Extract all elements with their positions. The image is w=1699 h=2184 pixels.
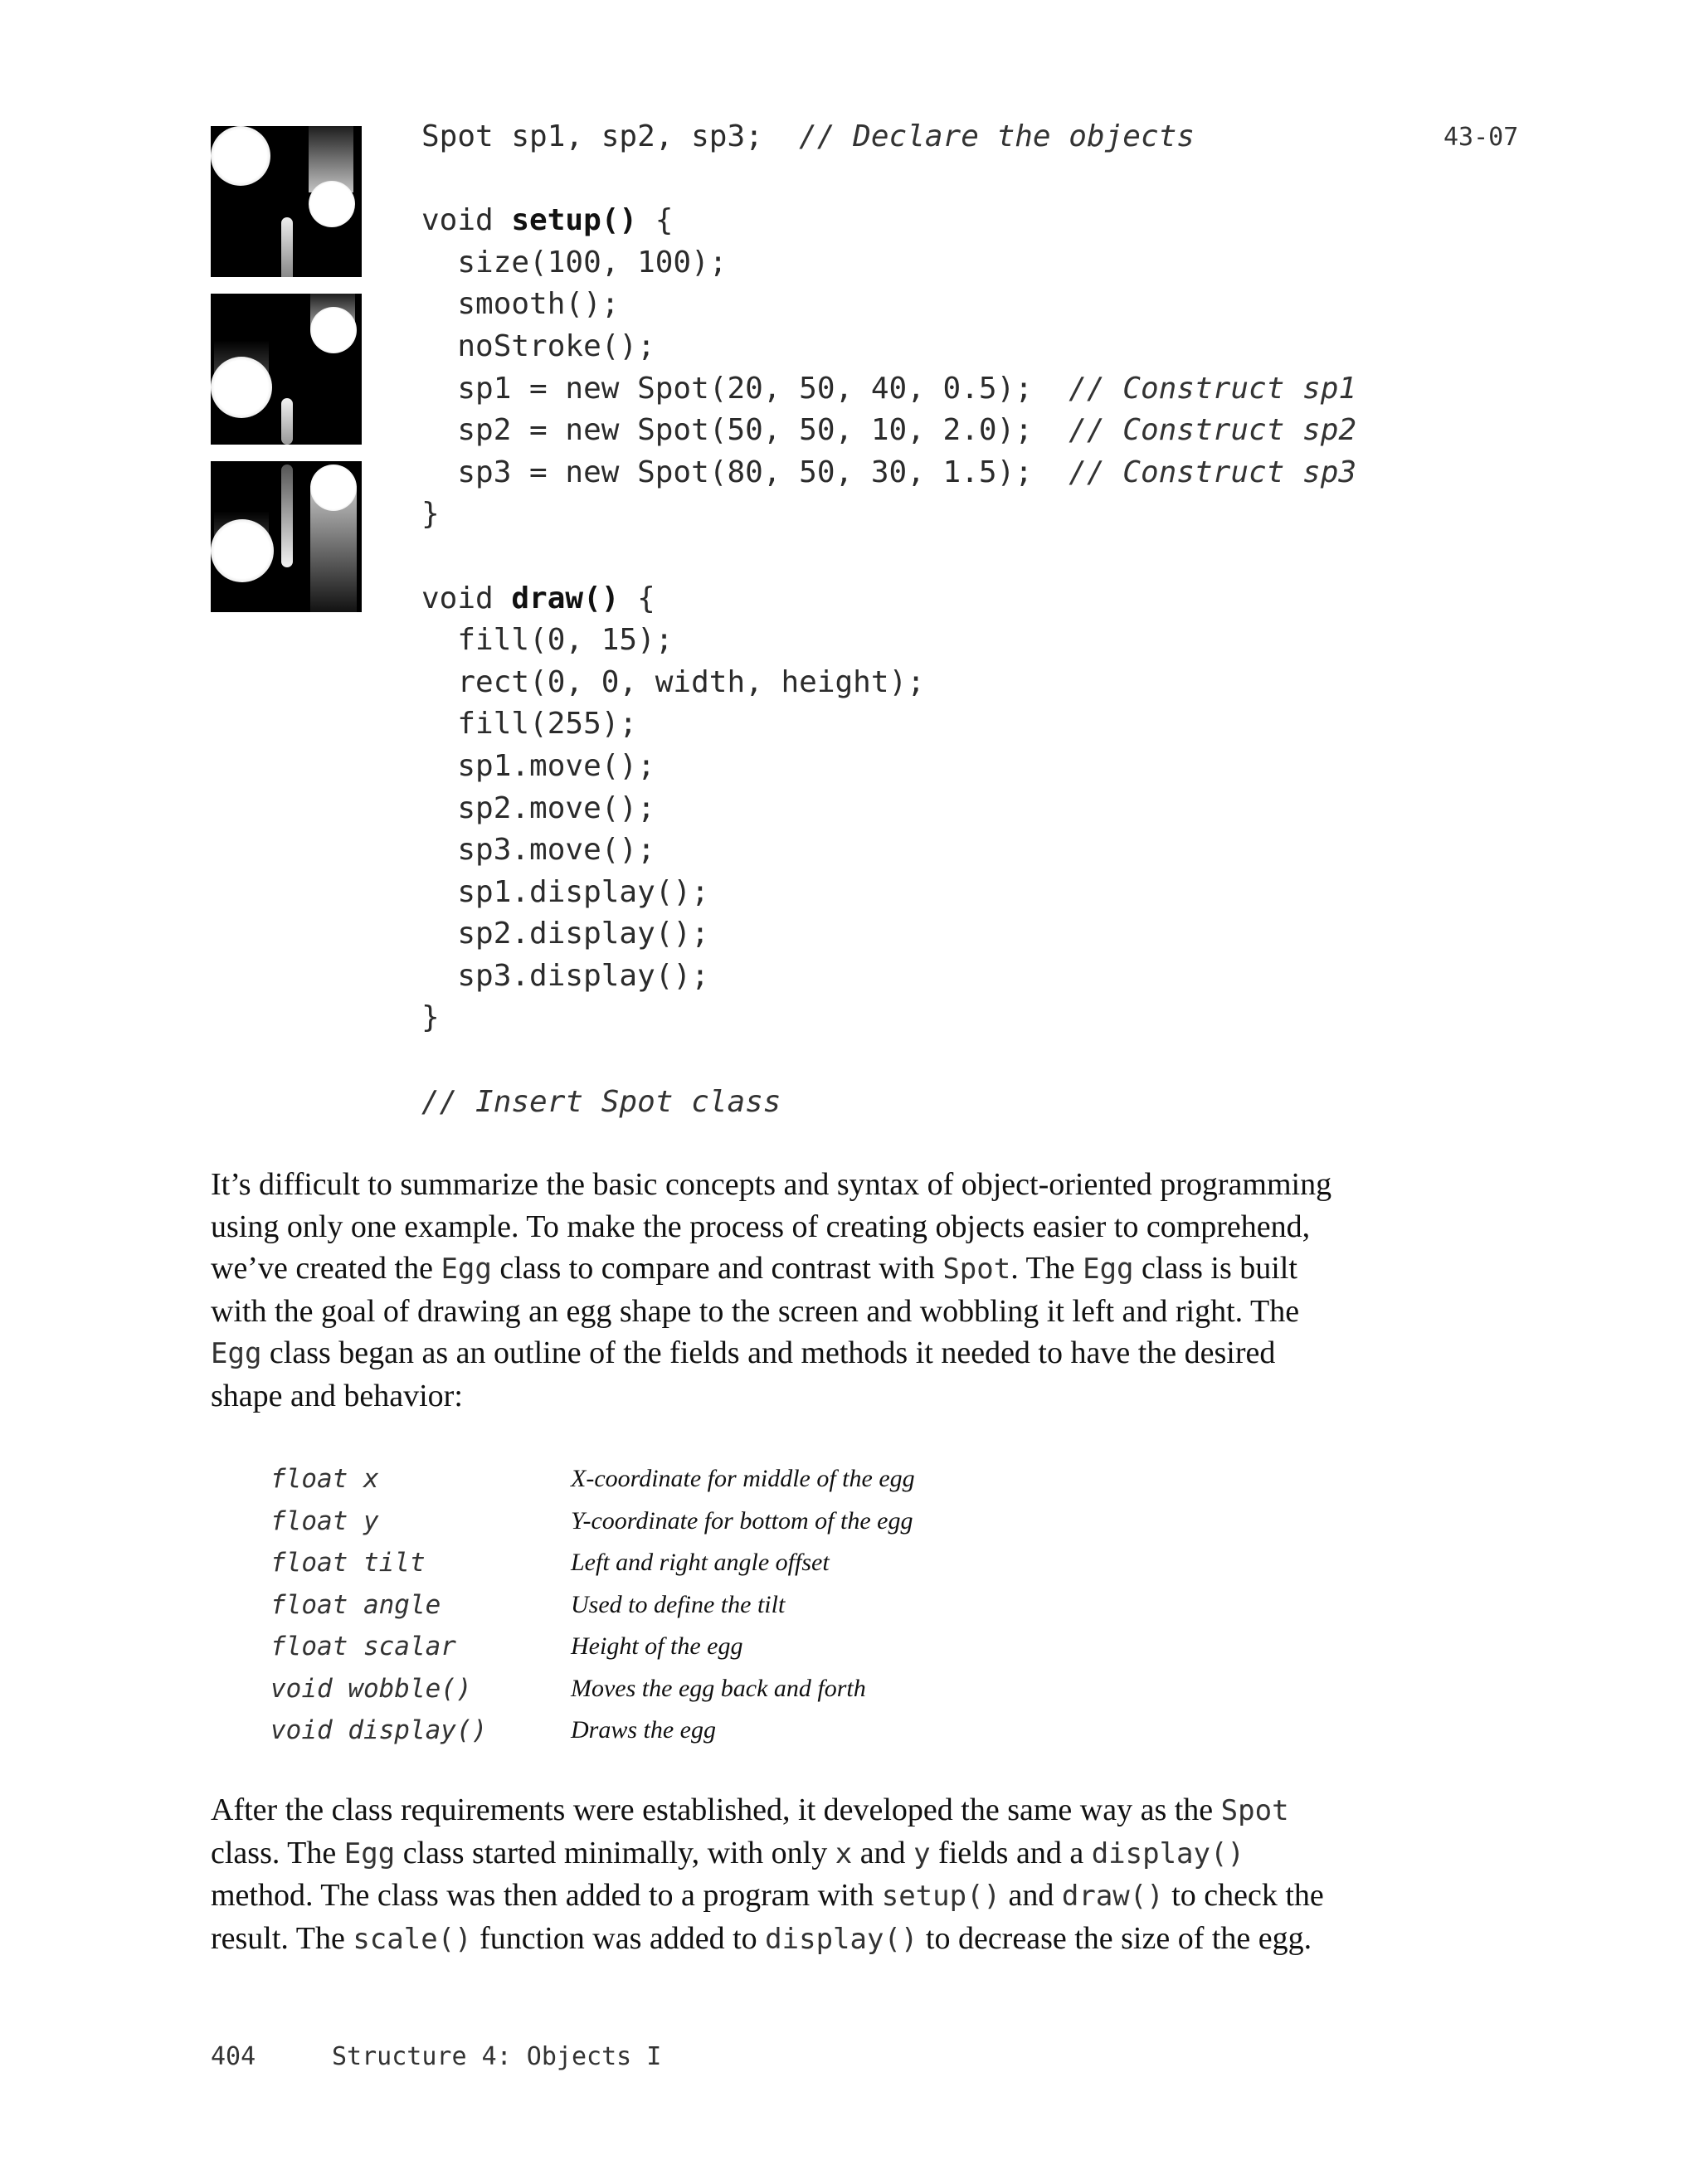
intro-paragraph (211, 1164, 1455, 1417)
paragraph-text: class to compare and contrast with (491, 1251, 943, 1286)
example-frame-1 (211, 126, 362, 277)
code-text: sp2.move(); (421, 790, 655, 825)
code-text: fill(255); (421, 707, 638, 742)
code-text: } (421, 1000, 440, 1035)
field-declaration: float x (270, 1464, 379, 1494)
field-description: X-coordinate for middle of the egg (571, 1465, 915, 1492)
egg-field-table (270, 1458, 1100, 1752)
spot-medium (310, 307, 357, 353)
paragraph-text: It’s difficult to summarize the basic concepts and syntax of object-oriented programming (211, 1167, 1332, 1202)
spot-large-trail (212, 151, 267, 168)
field-declaration: float scalar (270, 1632, 456, 1661)
paragraph-text: to decrease the size of the egg. (918, 1920, 1312, 1956)
code-line (421, 620, 1356, 662)
field-declaration: float tilt (270, 1548, 426, 1578)
code-comment: // Insert Spot class (421, 1084, 781, 1119)
field-description: Left and right angle offset (571, 1549, 830, 1576)
field-declaration: void wobble() (270, 1673, 472, 1704)
field-declaration: float angle (270, 1589, 441, 1620)
code-line (421, 536, 1356, 578)
code-listing (421, 116, 1356, 1123)
code-function-name: draw() (511, 581, 620, 615)
field-description: Draws the egg (571, 1716, 716, 1744)
inline-code: Egg (1083, 1253, 1134, 1286)
field-row (270, 1626, 1100, 1668)
paragraph-text: result. The (211, 1920, 353, 1956)
paragraph-text: After the class requirements were established, it developed the same way as the (211, 1792, 1221, 1827)
code-line (421, 872, 1356, 914)
code-text: sp1.move(); (421, 748, 655, 783)
page-identifier: 43-07 (1443, 123, 1519, 152)
paragraph-text: shape and behavior: (211, 1378, 463, 1413)
spot-medium (309, 181, 355, 227)
code-comment: // Construct sp3 (1069, 455, 1357, 489)
code-text: noStroke(); (421, 328, 655, 363)
code-text: sp1.display(); (421, 874, 709, 909)
paragraph-text: to check the (1163, 1878, 1324, 1913)
field-description: Height of the egg (571, 1632, 743, 1660)
code-line (421, 284, 1356, 326)
code-line (421, 116, 1356, 158)
field-description: Y-coordinate for bottom of the egg (571, 1506, 913, 1535)
spot-large (211, 519, 274, 582)
paragraph-text: class started minimally, with only (395, 1835, 835, 1870)
code-comment: // Declare the objects (799, 119, 1195, 153)
code-line (421, 326, 1356, 368)
inline-code: setup() (881, 1880, 1001, 1913)
inline-code: display() (765, 1922, 918, 1956)
code-text: sp2 = new Spot(50, 50, 10, 2.0); (421, 413, 1069, 448)
code-text: sp2.display(); (421, 917, 709, 951)
code-text: rect(0, 0, width, height); (421, 664, 925, 699)
paragraph-text: class is built (1133, 1251, 1297, 1286)
spot-large (211, 357, 272, 418)
inline-code: Spot (942, 1253, 1011, 1286)
code-text: Spot sp1, sp2, sp3; (421, 119, 800, 153)
inline-code: Spot (1220, 1794, 1289, 1827)
section-title: Structure 4: Objects I (332, 2042, 662, 2071)
code-line (421, 788, 1356, 830)
spot-small-trail (281, 217, 293, 277)
paragraph-text: . The (1010, 1251, 1083, 1286)
code-text: sp1 = new Spot(20, 50, 40, 0.5); (421, 371, 1069, 406)
field-declaration: float y (270, 1505, 379, 1536)
code-text: sp3.display(); (421, 958, 709, 993)
code-text: smooth(); (421, 287, 620, 322)
field-declaration: void display() (270, 1715, 488, 1745)
field-row (270, 1501, 1100, 1543)
paragraph-text: function was added to (471, 1920, 766, 1956)
inline-code: scale() (353, 1922, 472, 1956)
code-function-name: setup() (511, 203, 638, 238)
code-line (421, 494, 1356, 536)
code-line (421, 578, 1356, 620)
code-line (421, 452, 1356, 494)
code-text: size(100, 100); (421, 245, 728, 280)
paragraph-text: class. The (211, 1835, 344, 1870)
code-line (421, 746, 1356, 788)
code-line (421, 997, 1356, 1039)
code-text: void (421, 203, 512, 238)
inline-code: display() (1091, 1836, 1244, 1870)
field-row (270, 1668, 1100, 1710)
example-frame-3 (211, 461, 362, 612)
code-line (421, 410, 1356, 452)
code-line (421, 200, 1356, 242)
spot-small-trail (281, 398, 293, 445)
field-description: Moves the egg back and forth (571, 1674, 866, 1702)
spot-medium (310, 465, 357, 511)
paragraph-text: fields and a (930, 1835, 1092, 1870)
development-paragraph (211, 1789, 1455, 1960)
inline-code: Egg (343, 1836, 396, 1870)
code-line (421, 242, 1356, 285)
spot-small-trail (281, 465, 293, 567)
page-number: 404 (211, 2042, 256, 2071)
code-text: sp3.move(); (421, 833, 655, 868)
field-row (270, 1710, 1100, 1752)
paragraph-text: with the goal of drawing an egg shape to the screen and wobbling it left and right. The (211, 1293, 1300, 1329)
code-line (421, 829, 1356, 872)
example-frame-2 (211, 294, 362, 445)
paragraph-text: and (1000, 1878, 1062, 1913)
code-line (421, 1039, 1356, 1082)
code-comment: // Construct sp1 (1069, 371, 1357, 406)
inline-code: Egg (441, 1253, 492, 1286)
code-text: sp3 = new Spot(80, 50, 30, 1.5); (421, 455, 1069, 489)
code-text: { (637, 203, 674, 238)
inline-code: x (835, 1836, 853, 1870)
code-line (421, 703, 1356, 746)
code-line (421, 956, 1356, 998)
code-line (421, 158, 1356, 201)
code-line (421, 368, 1356, 411)
field-row (270, 1584, 1100, 1627)
paragraph-text: method. The class was then added to a program with (211, 1878, 882, 1913)
code-text: { (619, 581, 655, 615)
code-line (421, 913, 1356, 956)
paragraph-text: using only one example. To make the process of creating objects easier to comprehend, (211, 1209, 1311, 1244)
inline-code: Egg (211, 1337, 262, 1370)
paragraph-text: class began as an outline of the fields and methods it needed to have the desired (261, 1335, 1276, 1370)
field-row (270, 1458, 1100, 1501)
inline-code: draw() (1061, 1880, 1164, 1913)
field-row (270, 1542, 1100, 1584)
code-line (421, 662, 1356, 704)
code-comment: // Construct sp2 (1069, 413, 1357, 448)
paragraph-text: and (852, 1835, 914, 1870)
code-text: void (421, 581, 512, 615)
code-text: } (421, 497, 440, 532)
code-line (421, 1082, 1356, 1124)
paragraph-text: we’ve created the (211, 1251, 441, 1286)
code-text: fill(0, 15); (421, 623, 674, 658)
field-description: Used to define the tilt (571, 1590, 786, 1618)
inline-code: y (913, 1836, 931, 1870)
